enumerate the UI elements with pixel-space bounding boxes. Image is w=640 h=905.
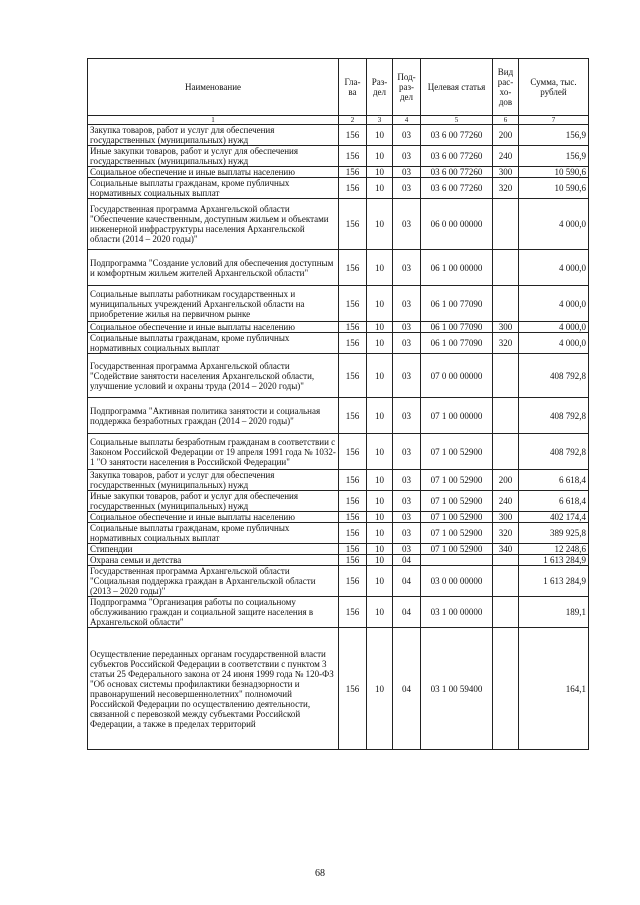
cell-podrazdel: 03 bbox=[393, 333, 421, 354]
column-number: 5 bbox=[421, 116, 493, 125]
cell-target: 07 0 00 00000 bbox=[421, 354, 493, 398]
table-row bbox=[88, 566, 589, 597]
cell-podrazdel: 03 bbox=[393, 354, 421, 398]
cell-glava: 156 bbox=[339, 333, 367, 354]
cell-sum: 6 618,4 bbox=[519, 470, 589, 491]
cell-glava: 156 bbox=[339, 523, 367, 544]
cell-razdel: 10 bbox=[367, 178, 393, 199]
header-name: Наименование bbox=[88, 59, 339, 116]
cell-sum: 402 174,4 bbox=[519, 512, 589, 523]
cell-sum: 4 000,0 bbox=[519, 286, 589, 322]
cell-vid bbox=[493, 250, 519, 286]
cell-vid bbox=[493, 597, 519, 628]
cell-name: Подпрограмма "Создание условий для обеспечения доступным и комфортным жильем жителей Архангельской области" bbox=[88, 250, 339, 286]
header-podrazdel: Под-раз-дел bbox=[393, 59, 421, 116]
table-row bbox=[88, 286, 589, 322]
cell-vid: 320 bbox=[493, 523, 519, 544]
cell-razdel: 10 bbox=[367, 333, 393, 354]
cell-podrazdel: 03 bbox=[393, 286, 421, 322]
cell-sum: 189,1 bbox=[519, 597, 589, 628]
cell-podrazdel: 04 bbox=[393, 566, 421, 597]
header-target: Целевая статья bbox=[421, 59, 493, 116]
cell-target: 06 1 00 77090 bbox=[421, 333, 493, 354]
cell-razdel: 10 bbox=[367, 512, 393, 523]
cell-podrazdel: 03 bbox=[393, 178, 421, 199]
table-row bbox=[88, 555, 589, 566]
cell-razdel: 10 bbox=[367, 628, 393, 750]
cell-glava: 156 bbox=[339, 491, 367, 512]
cell-razdel: 10 bbox=[367, 354, 393, 398]
cell-vid bbox=[493, 628, 519, 750]
cell-podrazdel: 04 bbox=[393, 628, 421, 750]
cell-razdel: 10 bbox=[367, 250, 393, 286]
column-number: 2 bbox=[339, 116, 367, 125]
cell-razdel: 10 bbox=[367, 146, 393, 167]
column-number: 6 bbox=[493, 116, 519, 125]
cell-podrazdel: 03 bbox=[393, 199, 421, 250]
cell-glava: 156 bbox=[339, 178, 367, 199]
cell-name: Социальное обеспечение и иные выплаты населению bbox=[88, 512, 339, 523]
cell-razdel: 10 bbox=[367, 167, 393, 178]
table-row bbox=[88, 354, 589, 398]
table-row bbox=[88, 333, 589, 354]
cell-vid: 240 bbox=[493, 146, 519, 167]
cell-vid bbox=[493, 566, 519, 597]
cell-podrazdel: 03 bbox=[393, 512, 421, 523]
cell-target: 07 1 00 52900 bbox=[421, 434, 493, 470]
cell-razdel: 10 bbox=[367, 286, 393, 322]
table-header-row bbox=[88, 59, 589, 116]
cell-glava: 156 bbox=[339, 597, 367, 628]
cell-podrazdel: 03 bbox=[393, 167, 421, 178]
header-sum: Сумма, тыс. рублей bbox=[519, 59, 589, 116]
cell-target: 03 6 00 77260 bbox=[421, 125, 493, 146]
cell-sum: 10 590,6 bbox=[519, 178, 589, 199]
cell-target: 07 1 00 00000 bbox=[421, 398, 493, 434]
cell-podrazdel: 03 bbox=[393, 470, 421, 491]
table-row bbox=[88, 470, 589, 491]
table-row bbox=[88, 512, 589, 523]
cell-razdel: 10 bbox=[367, 597, 393, 628]
cell-sum: 389 925,8 bbox=[519, 523, 589, 544]
cell-vid: 240 bbox=[493, 491, 519, 512]
cell-name: Социальные выплаты безработным гражданам в соответствии с Законом Российской Федерации от 19 апреля 1991 года № 1032-1 "О занятости населения в Российской Федерации" bbox=[88, 434, 339, 470]
cell-sum: 4 000,0 bbox=[519, 322, 589, 333]
cell-vid: 340 bbox=[493, 544, 519, 555]
cell-target: 07 1 00 52900 bbox=[421, 470, 493, 491]
cell-sum: 4 000,0 bbox=[519, 199, 589, 250]
cell-glava: 156 bbox=[339, 398, 367, 434]
cell-sum: 4 000,0 bbox=[519, 250, 589, 286]
cell-name: Социальное обеспечение и иные выплаты населению bbox=[88, 322, 339, 333]
column-number: 4 bbox=[393, 116, 421, 125]
cell-glava: 156 bbox=[339, 434, 367, 470]
cell-razdel: 10 bbox=[367, 470, 393, 491]
cell-vid: 320 bbox=[493, 333, 519, 354]
cell-target: 03 0 00 00000 bbox=[421, 566, 493, 597]
cell-podrazdel: 04 bbox=[393, 555, 421, 566]
cell-name: Подпрограмма "Организация работы по социальному обслуживанию граждан и социальной защите населения в Архангельской области" bbox=[88, 597, 339, 628]
page-number: 68 bbox=[315, 868, 325, 879]
cell-name: Социальные выплаты работникам государственных и муниципальных учреждений Архангельской области на приобретение жилья на первичном рынке bbox=[88, 286, 339, 322]
cell-target: 07 1 00 52900 bbox=[421, 544, 493, 555]
cell-vid bbox=[493, 199, 519, 250]
cell-target: 03 6 00 77260 bbox=[421, 146, 493, 167]
table-row bbox=[88, 544, 589, 555]
cell-podrazdel: 04 bbox=[393, 597, 421, 628]
cell-target: 03 6 00 77260 bbox=[421, 167, 493, 178]
table-body bbox=[88, 125, 589, 750]
table-row bbox=[88, 167, 589, 178]
cell-sum: 1 613 284,9 bbox=[519, 566, 589, 597]
cell-podrazdel: 03 bbox=[393, 125, 421, 146]
column-number-row bbox=[88, 116, 589, 125]
table-row bbox=[88, 628, 589, 750]
cell-podrazdel: 03 bbox=[393, 146, 421, 167]
cell-glava: 156 bbox=[339, 322, 367, 333]
column-number: 7 bbox=[519, 116, 589, 125]
cell-razdel: 10 bbox=[367, 566, 393, 597]
cell-vid: 320 bbox=[493, 178, 519, 199]
cell-vid bbox=[493, 555, 519, 566]
cell-glava: 156 bbox=[339, 512, 367, 523]
table-row bbox=[88, 597, 589, 628]
cell-glava: 156 bbox=[339, 354, 367, 398]
cell-vid: 300 bbox=[493, 512, 519, 523]
cell-vid bbox=[493, 434, 519, 470]
cell-name: Социальные выплаты гражданам, кроме публичных нормативных социальных выплат bbox=[88, 333, 339, 354]
cell-glava: 156 bbox=[339, 628, 367, 750]
cell-vid: 200 bbox=[493, 125, 519, 146]
cell-glava: 156 bbox=[339, 167, 367, 178]
cell-name: Иные закупки товаров, работ и услуг для обеспечения государственных (муниципальных) нужд bbox=[88, 491, 339, 512]
cell-glava: 156 bbox=[339, 286, 367, 322]
cell-name: Подпрограмма "Активная политика занятости и социальная поддержка безработных граждан (2014 – 2020 годы)" bbox=[88, 398, 339, 434]
cell-target bbox=[421, 555, 493, 566]
cell-sum: 164,1 bbox=[519, 628, 589, 750]
cell-target: 06 1 00 00000 bbox=[421, 250, 493, 286]
cell-podrazdel: 03 bbox=[393, 398, 421, 434]
cell-razdel: 10 bbox=[367, 555, 393, 566]
cell-razdel: 10 bbox=[367, 434, 393, 470]
table-row bbox=[88, 523, 589, 544]
table-row bbox=[88, 178, 589, 199]
table-row bbox=[88, 146, 589, 167]
cell-glava: 156 bbox=[339, 250, 367, 286]
cell-sum: 156,9 bbox=[519, 146, 589, 167]
cell-glava: 156 bbox=[339, 544, 367, 555]
cell-name: Стипендии bbox=[88, 544, 339, 555]
cell-sum: 10 590,6 bbox=[519, 167, 589, 178]
table-row bbox=[88, 125, 589, 146]
column-number: 1 bbox=[88, 116, 339, 125]
cell-name: Социальные выплаты гражданам, кроме публичных нормативных социальных выплат bbox=[88, 178, 339, 199]
cell-razdel: 10 bbox=[367, 544, 393, 555]
cell-podrazdel: 03 bbox=[393, 322, 421, 333]
table-row bbox=[88, 250, 589, 286]
table-row bbox=[88, 322, 589, 333]
cell-sum: 6 618,4 bbox=[519, 491, 589, 512]
cell-vid bbox=[493, 398, 519, 434]
cell-podrazdel: 03 bbox=[393, 523, 421, 544]
cell-name: Социальное обеспечение и иные выплаты населению bbox=[88, 167, 339, 178]
cell-vid bbox=[493, 354, 519, 398]
cell-podrazdel: 03 bbox=[393, 491, 421, 512]
cell-name: Закупка товаров, работ и услуг для обеспечения государственных (муниципальных) нужд bbox=[88, 470, 339, 491]
cell-glava: 156 bbox=[339, 199, 367, 250]
cell-name: Государственная программа Архангельской области "Социальная поддержка граждан в Архангельской области (2013 – 2020 годы)" bbox=[88, 566, 339, 597]
cell-glava: 156 bbox=[339, 146, 367, 167]
cell-name: Государственная программа Архангельской области "Содействие занятости населения Архангельской области, улучшение условий и охраны труда (2014 – 2020 годы)" bbox=[88, 354, 339, 398]
cell-vid bbox=[493, 286, 519, 322]
cell-glava: 156 bbox=[339, 555, 367, 566]
table-row bbox=[88, 398, 589, 434]
cell-razdel: 10 bbox=[367, 322, 393, 333]
cell-target: 07 1 00 52900 bbox=[421, 512, 493, 523]
cell-name: Государственная программа Архангельской области "Обеспечение качественным, доступным жильем и объектами инженерной инфраструктуры населения Архангельской области (2014 – 2020 годы)" bbox=[88, 199, 339, 250]
cell-razdel: 10 bbox=[367, 491, 393, 512]
cell-target: 03 1 00 00000 bbox=[421, 597, 493, 628]
cell-sum: 156,9 bbox=[519, 125, 589, 146]
header-glava: Гла-ва bbox=[339, 59, 367, 116]
cell-target: 07 1 00 52900 bbox=[421, 491, 493, 512]
cell-target: 06 1 00 77090 bbox=[421, 286, 493, 322]
table-row bbox=[88, 434, 589, 470]
column-number: 3 bbox=[367, 116, 393, 125]
cell-name: Охрана семьи и детства bbox=[88, 555, 339, 566]
cell-podrazdel: 03 bbox=[393, 250, 421, 286]
header-vid: Вид рас-хо-дов bbox=[493, 59, 519, 116]
cell-name: Закупка товаров, работ и услуг для обеспечения государственных (муниципальных) нужд bbox=[88, 125, 339, 146]
header-razdel: Раз-дел bbox=[367, 59, 393, 116]
cell-target: 07 1 00 52900 bbox=[421, 523, 493, 544]
cell-name: Иные закупки товаров, работ и услуг для обеспечения государственных (муниципальных) нужд bbox=[88, 146, 339, 167]
cell-vid: 200 bbox=[493, 470, 519, 491]
cell-podrazdel: 03 bbox=[393, 434, 421, 470]
cell-vid: 300 bbox=[493, 167, 519, 178]
cell-glava: 156 bbox=[339, 470, 367, 491]
cell-sum: 408 792,8 bbox=[519, 434, 589, 470]
cell-sum: 1 613 284,9 bbox=[519, 555, 589, 566]
table-row bbox=[88, 199, 589, 250]
cell-glava: 156 bbox=[339, 566, 367, 597]
cell-razdel: 10 bbox=[367, 125, 393, 146]
cell-target: 06 1 00 77090 bbox=[421, 322, 493, 333]
table-row bbox=[88, 491, 589, 512]
cell-target: 06 0 00 00000 bbox=[421, 199, 493, 250]
cell-sum: 408 792,8 bbox=[519, 354, 589, 398]
cell-glava: 156 bbox=[339, 125, 367, 146]
cell-razdel: 10 bbox=[367, 398, 393, 434]
cell-vid: 300 bbox=[493, 322, 519, 333]
cell-razdel: 10 bbox=[367, 199, 393, 250]
budget-table bbox=[87, 58, 589, 750]
cell-target: 03 1 00 59400 bbox=[421, 628, 493, 750]
cell-podrazdel: 03 bbox=[393, 544, 421, 555]
cell-target: 03 6 00 77260 bbox=[421, 178, 493, 199]
cell-name: Социальные выплаты гражданам, кроме публичных нормативных социальных выплат bbox=[88, 523, 339, 544]
cell-sum: 408 792,8 bbox=[519, 398, 589, 434]
cell-name: Осуществление переданных органам государственной власти субъектов Российской Федерации в соответствии с пунктом 3 статьи 25 Федерального закона от 24 июня 1999 года № 120-ФЗ "Об основах системы профилактики безнадзорности и правонарушений несовершеннолетних" полномочий Российской Федерации по осуществлению деятельности, связанной с перевозкой между субъектами Российской Федерации, а также в пределах территорий bbox=[88, 628, 339, 750]
cell-sum: 4 000,0 bbox=[519, 333, 589, 354]
cell-razdel: 10 bbox=[367, 523, 393, 544]
cell-sum: 12 248,6 bbox=[519, 544, 589, 555]
